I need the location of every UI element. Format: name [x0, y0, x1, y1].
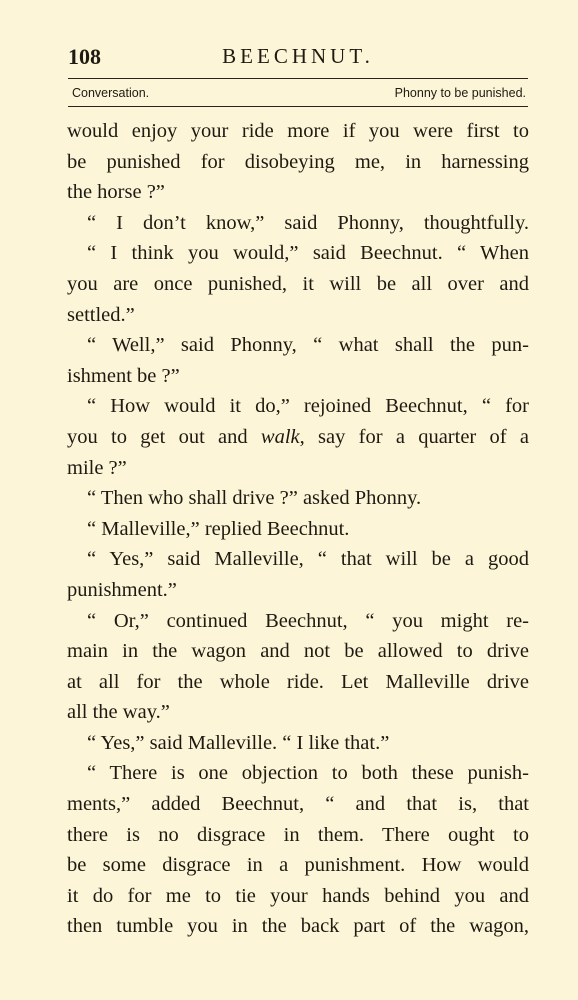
text-line: “ Then who shall drive ?” asked Phonny. — [87, 487, 422, 510]
subhead-rule — [68, 106, 528, 107]
text-line: the horse ?” — [67, 181, 165, 204]
page-header — [68, 40, 528, 80]
text-line: “ Or,” continued Beechnut, “ you might re- — [87, 609, 529, 632]
subhead-right: Phonny to be punished. — [394, 86, 526, 100]
running-title: BEECHNUT. — [222, 44, 374, 68]
text-line: it do for me to tie your hands behind you and — [67, 884, 529, 907]
text-line: all the way.” — [67, 701, 170, 724]
body-text — [67, 116, 529, 942]
text-line: then tumble you in the back part of the wagon, — [67, 915, 529, 938]
text-line: “ There is one objection to both these punish- — [87, 762, 529, 785]
page-number: 108 — [68, 44, 101, 69]
text-line: punishment.” — [67, 578, 177, 601]
text-line: “ Malleville,” replied Beechnut. — [87, 517, 350, 540]
text-line: “ Yes,” said Malleville, “ that will be a good — [87, 548, 529, 571]
text-line: “ I don’t know,” said Phonny, thoughtfully. — [87, 211, 529, 234]
subhead-left: Conversation. — [72, 86, 150, 100]
text-line: settled.” — [67, 303, 135, 326]
text-line: be some disgrace in a punishment. How would — [67, 854, 529, 877]
section-subheads — [72, 86, 526, 106]
text-line: you are once punished, it will be all over and — [67, 272, 529, 295]
header-rule — [68, 78, 528, 79]
text-line: at all for the whole ride. Let Malleville drive — [67, 670, 529, 693]
text-line: “ I think you would,” said Beechnut. “ When — [87, 242, 529, 265]
text-line: “ Well,” said Phonny, “ what shall the pun- — [87, 334, 529, 357]
text-line: “ Yes,” said Malleville. “ I like that.” — [87, 731, 390, 754]
text-line: mile ?” — [67, 456, 127, 479]
text-line: main in the wagon and not be allowed to drive — [67, 640, 529, 663]
text-line: “ How would it do,” rejoined Beechnut, “ for — [87, 395, 529, 418]
emphasis: walk — [260, 425, 300, 448]
text-line: there is no disgrace in them. There ought to — [67, 823, 529, 846]
text-line: be punished for disobeying me, in harnessing — [67, 150, 529, 173]
text-line: ishment be ?” — [67, 364, 180, 387]
text-line: you to get out and walk, say for a quarter of a — [67, 425, 529, 448]
text-line: would enjoy your ride more if you were first to — [67, 120, 529, 142]
text-line: ments,” added Beechnut, “ and that is, that — [67, 793, 529, 816]
